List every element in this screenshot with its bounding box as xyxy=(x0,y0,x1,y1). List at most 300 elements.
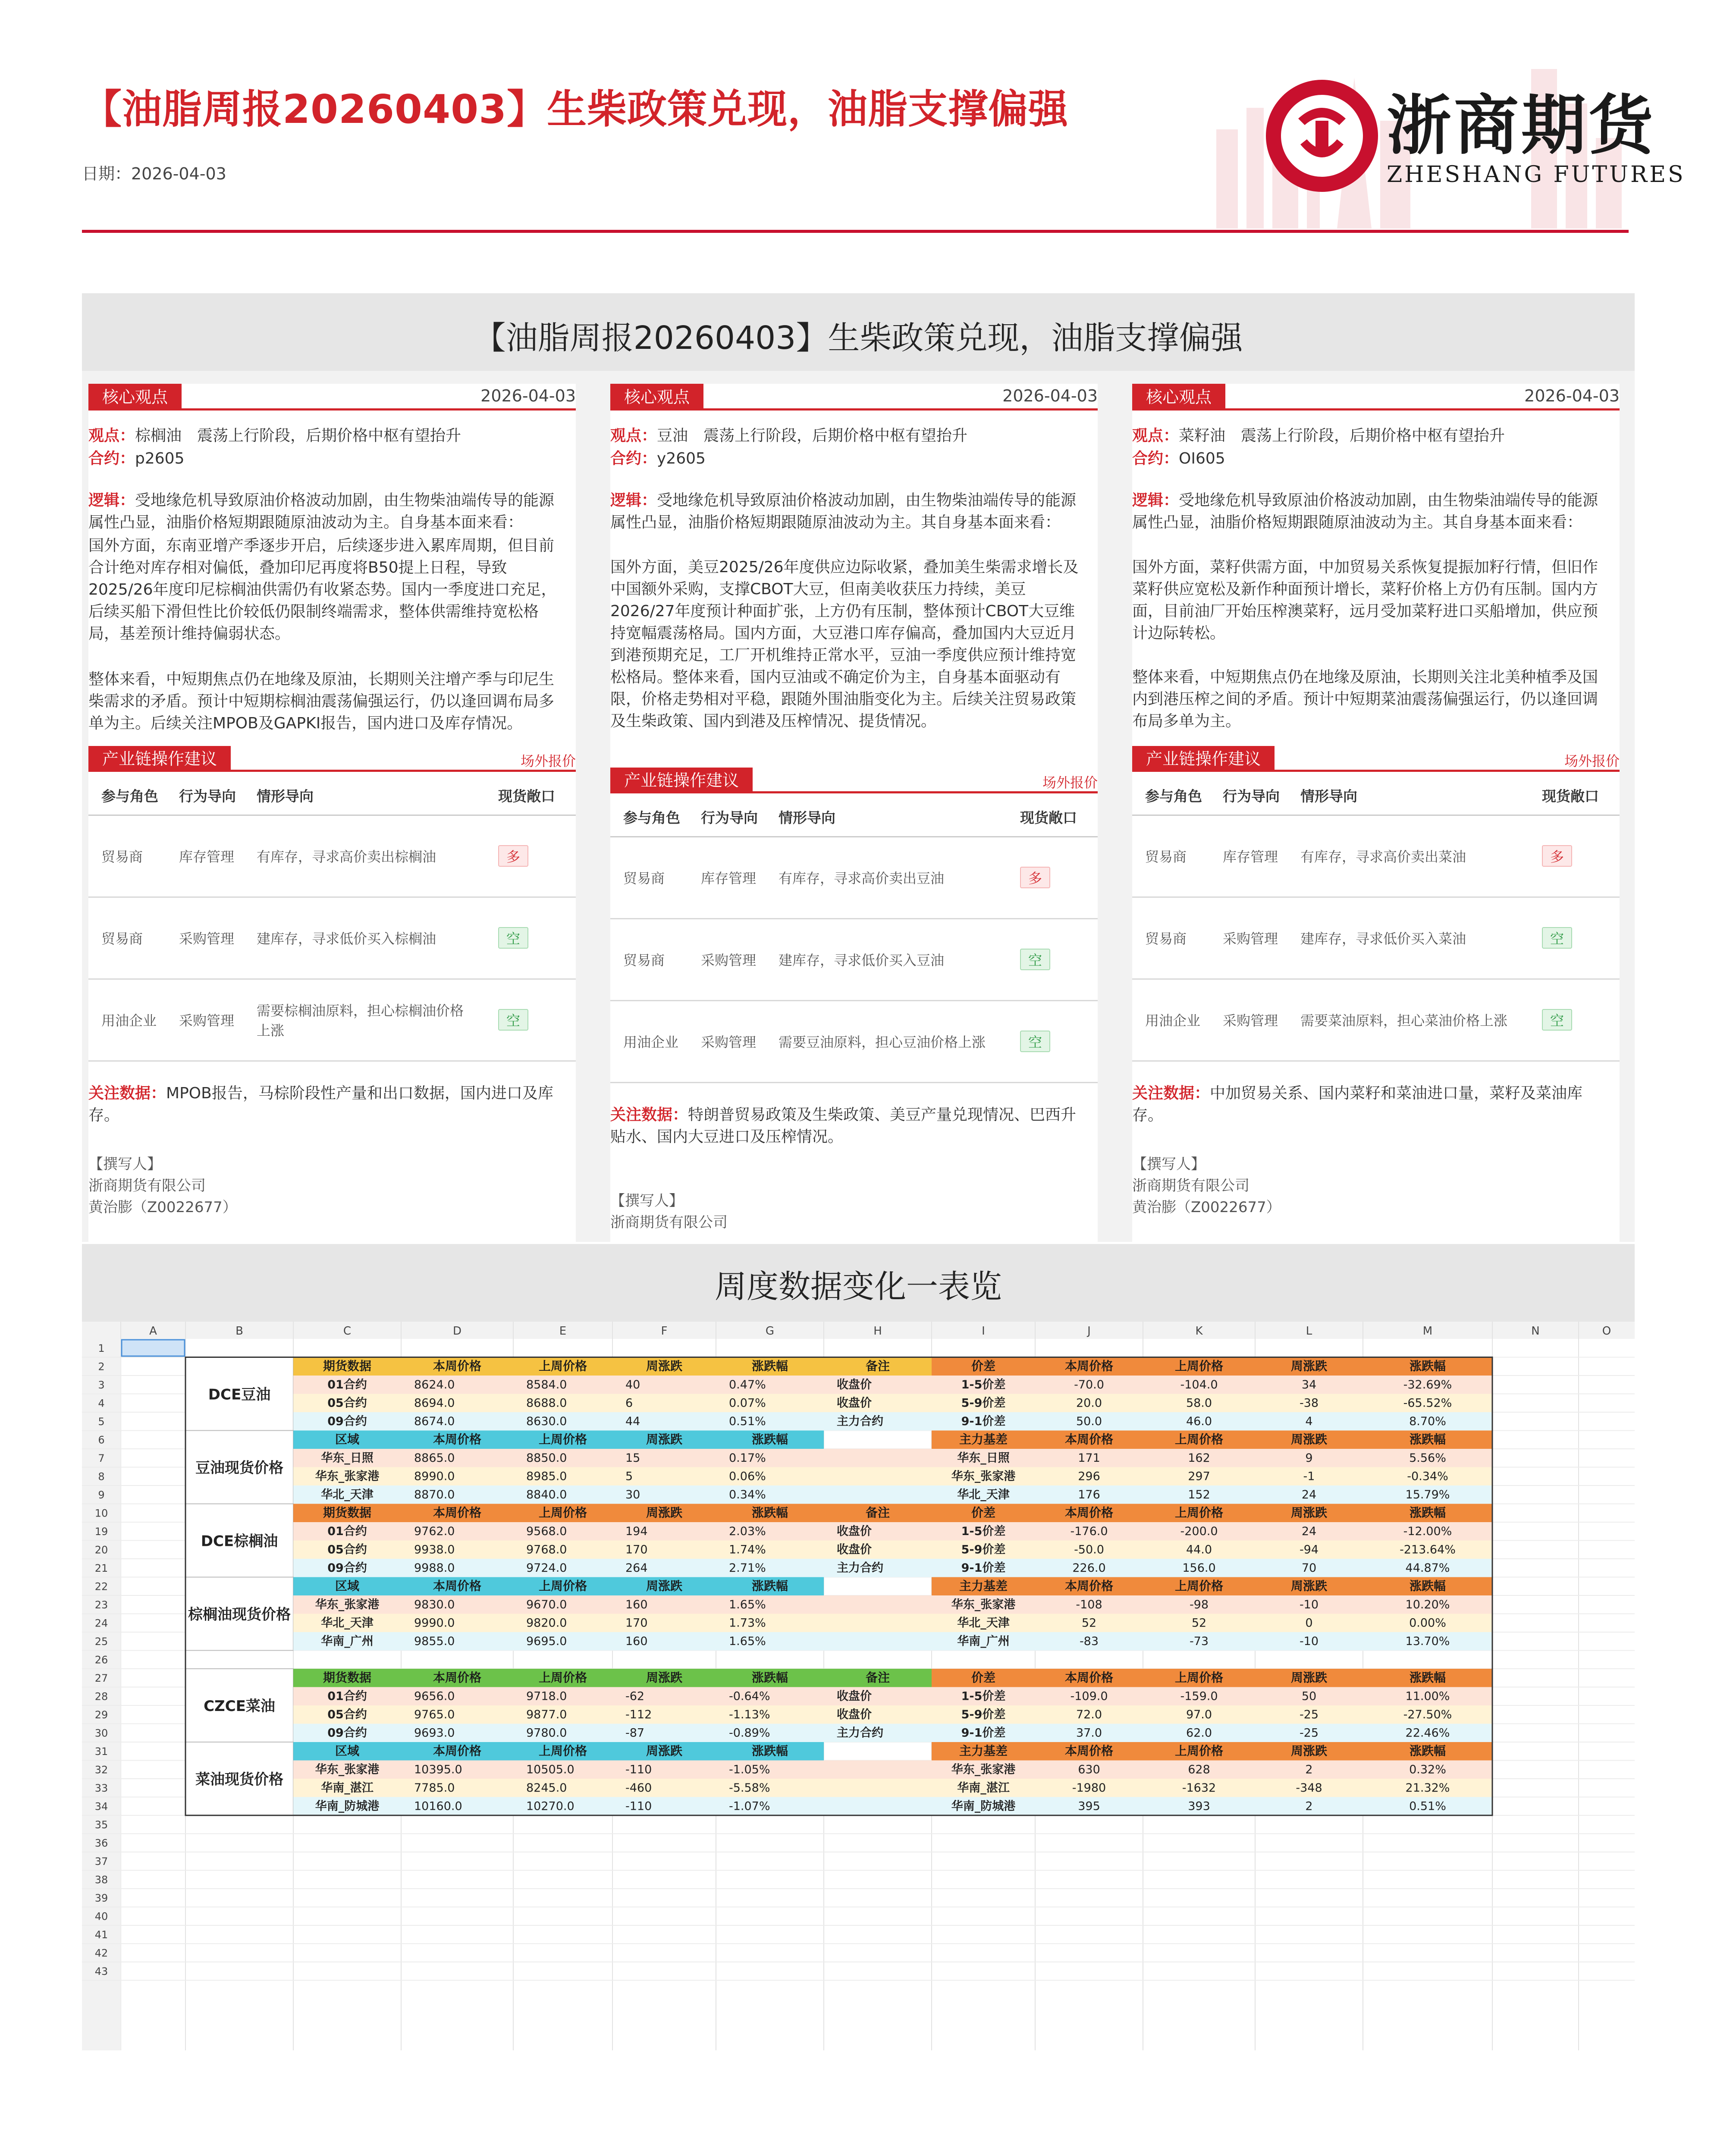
view-line xyxy=(610,425,1089,447)
sheet-cell: 630 xyxy=(1078,1763,1100,1777)
focus-para xyxy=(610,1104,1089,1148)
sheet-cell: 152 xyxy=(1188,1488,1210,1501)
otc-quote-link[interactable]: 场外报价 xyxy=(520,753,576,769)
sheet-cell: -27.50% xyxy=(1403,1708,1452,1721)
sheet-header-cell: 周涨跌 xyxy=(646,1359,683,1373)
column-letter: A xyxy=(149,1325,157,1338)
sheet-cell: -25 xyxy=(1299,1726,1319,1740)
sheet-cell: 2 xyxy=(1305,1763,1313,1777)
sheet-cell: 05合约 xyxy=(327,1708,367,1721)
sheet-cell: 05合约 xyxy=(327,1543,367,1557)
industry-bar xyxy=(610,768,1098,793)
sheet-cell: -65.52% xyxy=(1403,1396,1452,1410)
row-number: 42 xyxy=(94,1947,108,1959)
section-title: 【油脂周报20260403】生柴政策兑现，油脂支撑偏强 xyxy=(474,320,1243,357)
long-badge: 多 xyxy=(498,845,528,867)
sheet-cell: 8870.0 xyxy=(414,1488,455,1501)
sheet-header-cell: 涨跌幅 xyxy=(1409,1432,1446,1447)
sheet-title: 周度数据变化一表览 xyxy=(715,1268,1002,1305)
sheet-cell: 0.34% xyxy=(729,1488,766,1501)
table-header: 情形导向 xyxy=(766,798,1007,837)
card-rapeseed-oil xyxy=(1132,384,1620,1242)
column-letter: B xyxy=(235,1325,243,1338)
sheet-cell: 0.51% xyxy=(729,1415,766,1428)
sheet-cell: 72.0 xyxy=(1076,1708,1102,1721)
table-header-row xyxy=(610,798,1098,837)
table-row xyxy=(88,897,576,979)
block-header-left xyxy=(293,1504,932,1523)
sheet-header-cell: 主力基差 xyxy=(959,1579,1008,1593)
sheet-cell: 1-5价差 xyxy=(961,1689,1006,1703)
author-name: 黄治膨（Z0022677） xyxy=(88,1199,237,1216)
group-name: DCE棕榈油 xyxy=(201,1532,278,1550)
row-number: 10 xyxy=(94,1507,108,1520)
short-badge: 空 xyxy=(1542,927,1572,949)
long-badge: 多 xyxy=(1542,845,1572,867)
sheet-cell: 8985.0 xyxy=(526,1470,567,1483)
sheet-cell: -348 xyxy=(1296,1781,1322,1795)
scenario-cell: 需要豆油原料，担心豆油价格上涨 xyxy=(766,1000,1007,1082)
sheet-header-cell: 本周价格 xyxy=(433,1432,482,1447)
sheet-cell: 10160.0 xyxy=(414,1799,462,1813)
sheet-cell: 2 xyxy=(1305,1799,1313,1813)
body-para-1: 国外方面，菜籽供需方面，中加贸易关系恢复提振加籽行情，但旧作菜籽供应宽松及新作种面预计增长，菜籽价格上方仍有压制。国内方面，目前油厂开始压榨澳菜籽，远月受加菜籽进口买船增加，供应预计边际转松。 xyxy=(1132,558,1598,642)
row-number: 26 xyxy=(94,1654,108,1666)
sheet-cell: 8624.0 xyxy=(414,1378,455,1391)
sheet-cell: 9762.0 xyxy=(414,1525,455,1538)
sheet-header-cell: 价差 xyxy=(971,1359,996,1373)
sheet-cell: 0.07% xyxy=(729,1396,766,1410)
row-number: 36 xyxy=(94,1837,108,1849)
sheet-cell: 华东_张家港 xyxy=(951,1598,1016,1611)
action-cell: 采购管理 xyxy=(688,918,766,1000)
sheet-cell: 8694.0 xyxy=(414,1396,455,1410)
card-date: 2026-04-03 xyxy=(1524,386,1620,405)
role-cell: 贸易商 xyxy=(88,897,166,979)
sheet-cell: -0.34% xyxy=(1407,1470,1448,1483)
sheet-cell: 70 xyxy=(1301,1561,1317,1575)
table-header: 行为导向 xyxy=(688,798,766,837)
sheet-cell: 华东_张家港 xyxy=(315,1598,380,1611)
sheet-cell: 8674.0 xyxy=(414,1415,455,1428)
sheet-cell: 9693.0 xyxy=(414,1726,455,1740)
sheet-header-cell: 本周价格 xyxy=(433,1359,482,1373)
view-text: 豆油 震荡上行阶段，后期价格中枢有望抬升 xyxy=(657,427,968,445)
sheet-cell: 5-9价差 xyxy=(961,1543,1006,1557)
action-cell: 采购管理 xyxy=(1210,897,1287,979)
column-letter: D xyxy=(452,1325,462,1338)
logic-text: 受地缘危机导致原油价格波动加剧，由生物柴油端传导的能源属性凸显，油脂价格短期跟随原油波动为主。其自身基本面来看： xyxy=(610,492,1077,531)
sheet-cell: 收盘价 xyxy=(837,1708,872,1721)
sheet-header-cell: 涨跌幅 xyxy=(751,1744,788,1758)
row-number: 29 xyxy=(94,1709,108,1721)
data-row-bg xyxy=(293,1779,932,1797)
otc-quote-link[interactable]: 场外报价 xyxy=(1042,774,1098,791)
row-number: 40 xyxy=(94,1910,108,1923)
sheet-cell: -110 xyxy=(625,1763,652,1777)
focus-text: 中加贸易关系、国内菜籽和菜油进口量，菜籽及菜油库存。 xyxy=(1132,1084,1583,1124)
sheet-cell: 0.17% xyxy=(729,1451,766,1465)
sheet-cell: 21.32% xyxy=(1405,1781,1450,1795)
sheet-cell: -32.69% xyxy=(1403,1378,1452,1391)
sheet-cell: 主力合约 xyxy=(837,1561,883,1575)
logic-para xyxy=(1132,489,1611,533)
sheet-cell: -25 xyxy=(1299,1708,1319,1721)
sheet-header-cell: 本周价格 xyxy=(433,1579,482,1593)
sheet-header-cell: 涨跌幅 xyxy=(751,1432,788,1447)
sheet-cell: -94 xyxy=(1299,1543,1319,1557)
row-number: 27 xyxy=(94,1672,108,1684)
sheet-cell: 主力合约 xyxy=(837,1415,883,1428)
sheet-cell: 华东_日照 xyxy=(321,1451,374,1465)
logic-label: 逻辑： xyxy=(610,492,657,509)
sheet-header-cell: 周涨跌 xyxy=(1290,1579,1328,1593)
focus-label: 关注数据： xyxy=(1132,1084,1210,1102)
row-number: 25 xyxy=(94,1636,108,1648)
card-date: 2026-04-03 xyxy=(1002,386,1098,405)
focus-text: MPOB报告，马棕阶段性产量和出口数据，国内进口及库存。 xyxy=(88,1084,553,1124)
sheet-header-cell: 周涨跌 xyxy=(646,1505,683,1520)
logic-text: 受地缘危机导致原油价格波动加剧，由生物柴油端传导的能源属性凸显，油脂价格短期跟随原油波动为主。其自身基本面来看： xyxy=(1132,492,1598,531)
core-view-tag: 核心观点 xyxy=(88,384,182,411)
sheet-cell: 44.87% xyxy=(1405,1561,1450,1575)
contract-text: OI605 xyxy=(1179,450,1225,467)
sheet-cell: 华南_广州 xyxy=(321,1635,374,1648)
data-row-bg xyxy=(293,1705,932,1724)
sheet-cell: 296 xyxy=(1078,1470,1100,1483)
sheet-cell: 7785.0 xyxy=(414,1781,455,1795)
sheet-cell: 10270.0 xyxy=(526,1799,575,1813)
sheet-cell: 24 xyxy=(1301,1488,1317,1501)
table-header: 现货敞口 xyxy=(1529,776,1620,815)
sheet-cell: 37.0 xyxy=(1076,1726,1102,1740)
sheet-cell: 2.03% xyxy=(729,1525,766,1538)
sheet-cell: 华北_天津 xyxy=(957,1488,1010,1501)
sheet-cell: -159.0 xyxy=(1180,1689,1218,1703)
otc-quote-link[interactable]: 场外报价 xyxy=(1564,753,1620,769)
selected-cell xyxy=(122,1340,185,1356)
role-cell: 用油企业 xyxy=(610,1000,688,1082)
column-letter: L xyxy=(1306,1325,1312,1338)
zheshang-logo-icon xyxy=(1264,71,1380,201)
view-label: 观点： xyxy=(1132,427,1179,445)
row-number: 4 xyxy=(98,1397,105,1410)
sheet-header-cell: 本周价格 xyxy=(1064,1670,1114,1685)
role-cell: 用油企业 xyxy=(1132,979,1210,1061)
sheet-cell: 52 xyxy=(1191,1616,1207,1630)
sheet-cell: -108 xyxy=(1076,1598,1102,1611)
sheet-header-cell: 上周价格 xyxy=(538,1432,587,1447)
action-cell: 采购管理 xyxy=(1210,979,1287,1061)
short-badge: 空 xyxy=(1542,1009,1572,1031)
sheet-header-cell: 上周价格 xyxy=(538,1579,587,1593)
sheet-cell: 1-5价差 xyxy=(961,1378,1006,1391)
sheet-cell: 5-9价差 xyxy=(961,1396,1006,1410)
table-row xyxy=(610,1000,1098,1082)
contract-label: 合约： xyxy=(1132,450,1179,467)
row-number: 39 xyxy=(94,1892,108,1904)
core-view-tag: 核心观点 xyxy=(610,384,703,411)
table-row xyxy=(610,918,1098,1000)
sheet-cell: -38 xyxy=(1299,1396,1319,1410)
sheet-header-cell: 周涨跌 xyxy=(1290,1744,1328,1758)
sheet-cell: -87 xyxy=(625,1726,645,1740)
sheet-header-cell: 上周价格 xyxy=(1174,1505,1224,1520)
sheet-cell: -73 xyxy=(1189,1635,1209,1648)
sheet-cell: 0.00% xyxy=(1409,1616,1446,1630)
sheet-cell: -176.0 xyxy=(1070,1525,1108,1538)
report-date: 日期：2026-04-03 xyxy=(82,164,226,183)
sheet-cell: 8584.0 xyxy=(526,1378,567,1391)
data-row-bg xyxy=(293,1724,932,1742)
row-number: 41 xyxy=(94,1929,108,1941)
sheet-header-cell: 期货数据 xyxy=(323,1505,372,1520)
sheet-header-cell: 涨跌幅 xyxy=(1409,1670,1446,1685)
action-cell: 采购管理 xyxy=(166,897,244,979)
scenario-cell: 需要菜油原料，担心菜油价格上涨 xyxy=(1287,979,1529,1061)
sheet-cell: 2.71% xyxy=(729,1561,766,1575)
sheet-cell: 8990.0 xyxy=(414,1470,455,1483)
sheet-cell: 194 xyxy=(625,1525,648,1538)
sheet-cell: 华南_湛江 xyxy=(957,1781,1010,1795)
sheet-header-cell: 周涨跌 xyxy=(646,1670,683,1685)
industry-tag: 产业链操作建议 xyxy=(1132,746,1275,772)
role-cell: 贸易商 xyxy=(610,918,688,1000)
view-text: 菜籽油 震荡上行阶段，后期价格中枢有望抬升 xyxy=(1179,427,1505,445)
sheet-cell: 226.0 xyxy=(1072,1561,1106,1575)
column-letter: N xyxy=(1531,1325,1540,1338)
sheet-header-cell: 周涨跌 xyxy=(646,1744,683,1758)
data-row-bg xyxy=(293,1632,932,1651)
logic-para xyxy=(610,489,1089,533)
sheet-cell: 9670.0 xyxy=(526,1598,567,1611)
data-row-bg xyxy=(293,1522,932,1541)
sheet-cell: 264 xyxy=(625,1561,648,1575)
sheet-header-cell: 涨跌幅 xyxy=(1409,1505,1446,1520)
table-header: 行为导向 xyxy=(166,776,244,815)
table-header-row xyxy=(88,776,576,815)
sheet-cell: 9988.0 xyxy=(414,1561,455,1575)
sheet-cell: 50.0 xyxy=(1076,1415,1102,1428)
table-row xyxy=(1132,979,1620,1061)
role-cell: 用油企业 xyxy=(88,979,166,1061)
short-badge: 空 xyxy=(1020,949,1050,970)
row-number: 7 xyxy=(98,1452,105,1464)
row-number: 2 xyxy=(98,1360,105,1373)
sheet-cell: 收盘价 xyxy=(837,1525,872,1538)
sheet-header-cell: 上周价格 xyxy=(538,1744,587,1758)
sheet-cell: 5-9价差 xyxy=(961,1708,1006,1721)
column-letter: O xyxy=(1602,1325,1611,1338)
role-cell: 贸易商 xyxy=(88,815,166,897)
scenario-cell: 有库存，寻求高价卖出豆油 xyxy=(766,837,1007,918)
contract-label: 合约： xyxy=(88,450,135,467)
data-row-bg xyxy=(932,1797,1492,1816)
sheet-cell: -10 xyxy=(1299,1635,1319,1648)
action-cell: 库存管理 xyxy=(1210,815,1287,897)
sheet-cell: 15.79% xyxy=(1405,1488,1450,1501)
sheet-cell: -0.89% xyxy=(729,1726,770,1740)
sheet-cell: 4 xyxy=(1305,1415,1313,1428)
sheet-header-cell: 涨跌幅 xyxy=(1409,1579,1446,1593)
focus-text: 特朗普贸易政策及生柴政策、美豆产量兑现情况、巴西升贴水、国内大豆进口及压榨情况。 xyxy=(610,1106,1077,1146)
sheet-cell: 05合约 xyxy=(327,1396,367,1410)
sheet-cell: 1.74% xyxy=(729,1543,766,1557)
sheet-cell: -1632 xyxy=(1182,1781,1216,1795)
focus-label: 关注数据： xyxy=(610,1106,688,1124)
author-company: 浙商期货有限公司 xyxy=(88,1177,206,1194)
sheet-cell: 9765.0 xyxy=(414,1708,455,1721)
author-name: 黄治膨（Z0022677） xyxy=(1132,1199,1281,1216)
sheet-cell: -112 xyxy=(625,1708,652,1721)
sheet-cell: 5.56% xyxy=(1409,1451,1446,1465)
long-badge: 多 xyxy=(1020,867,1050,888)
data-row-bg xyxy=(293,1376,932,1394)
sheet-cell: 9718.0 xyxy=(526,1689,567,1703)
sheet-cell: 9820.0 xyxy=(526,1616,567,1630)
group-name: DCE豆油 xyxy=(208,1386,271,1404)
focus-para xyxy=(1132,1082,1611,1126)
sheet-cell: 09合约 xyxy=(327,1726,367,1740)
sheet-header-cell: 周涨跌 xyxy=(646,1432,683,1447)
sheet-cell: 15 xyxy=(625,1451,640,1465)
data-row-bg xyxy=(293,1559,932,1577)
table-header-row xyxy=(1132,776,1620,815)
row-number: 31 xyxy=(94,1745,108,1758)
action-cell: 采购管理 xyxy=(688,1000,766,1082)
column-letter: J xyxy=(1087,1325,1091,1338)
sheet-cell: 09合约 xyxy=(327,1415,367,1428)
sheet-cell: 1.73% xyxy=(729,1616,766,1630)
sheet-cell: 8865.0 xyxy=(414,1451,455,1465)
sheet-cell: -83 xyxy=(1079,1635,1099,1648)
data-row-bg xyxy=(293,1449,932,1467)
sheet-cell: 主力合约 xyxy=(837,1726,883,1740)
sheet-cell: 40 xyxy=(625,1378,640,1391)
sheet-cell: 58.0 xyxy=(1186,1396,1212,1410)
sheet-cell: 9990.0 xyxy=(414,1616,455,1630)
sheet-header-cell: 备注 xyxy=(865,1505,890,1520)
sheet-cell: 9724.0 xyxy=(526,1561,567,1575)
row-number: 32 xyxy=(94,1764,108,1776)
data-row-bg xyxy=(293,1687,932,1706)
sheet-cell: 华南_湛江 xyxy=(321,1781,374,1795)
scenario-cell: 有库存，寻求高价卖出棕榈油 xyxy=(244,815,485,897)
sheet-cell: 393 xyxy=(1188,1799,1210,1813)
short-badge: 空 xyxy=(1020,1031,1050,1052)
sheet-cell: -12.00% xyxy=(1403,1525,1452,1538)
sheet-header-cell: 涨跌幅 xyxy=(1409,1359,1446,1373)
view-label: 观点： xyxy=(610,427,657,445)
sheet-cell: 华北_天津 xyxy=(321,1488,374,1501)
contract-label: 合约： xyxy=(610,450,657,467)
sheet-header-cell: 上周价格 xyxy=(1174,1359,1224,1373)
logo-text-en: ZHESHANG FUTURES xyxy=(1387,162,1686,188)
sheet-cell: -50.0 xyxy=(1074,1543,1104,1557)
sheet-cell: 8630.0 xyxy=(526,1415,567,1428)
sheet-cell: 628 xyxy=(1188,1763,1210,1777)
sheet-cell: 华东_张家港 xyxy=(951,1763,1016,1777)
group-name: 棕榈油现货价格 xyxy=(188,1606,291,1623)
group-name: 豆油现货价格 xyxy=(195,1459,283,1477)
column-letter: H xyxy=(873,1325,882,1338)
row-number: 19 xyxy=(94,1526,108,1538)
sheet-cell: 10.20% xyxy=(1405,1598,1450,1611)
sheet-cell: 9-1价差 xyxy=(961,1415,1006,1428)
sheet-cell: 8245.0 xyxy=(526,1781,567,1795)
sheet-cell: 20.0 xyxy=(1076,1396,1102,1410)
row-number: 20 xyxy=(94,1544,108,1556)
sheet-cell: 0.06% xyxy=(729,1470,766,1483)
sheet-cell: -5.58% xyxy=(729,1781,770,1795)
sheet-cell: 10395.0 xyxy=(414,1763,462,1777)
sheet-cell: 170 xyxy=(625,1543,648,1557)
card-date: 2026-04-03 xyxy=(480,386,576,405)
logo-text-cn: 浙商期货 xyxy=(1387,88,1656,163)
table-row xyxy=(610,837,1098,918)
sheet-cell: 华东_日照 xyxy=(957,1451,1010,1465)
sheet-cell: -70.0 xyxy=(1074,1378,1104,1391)
sheet-cell: -1.05% xyxy=(729,1763,770,1777)
row-number: 3 xyxy=(98,1379,105,1391)
sheet-header-cell: 期货数据 xyxy=(323,1359,372,1373)
sheet-header-cell: 上周价格 xyxy=(538,1670,587,1685)
action-cell: 库存管理 xyxy=(166,815,244,897)
sheet-header-cell: 周涨跌 xyxy=(1290,1505,1328,1520)
sheet-cell: 01合约 xyxy=(327,1378,367,1391)
sheet-cell: 0 xyxy=(1305,1616,1313,1630)
sheet-header-cell: 区域 xyxy=(335,1744,360,1758)
sheet-cell: 22.46% xyxy=(1405,1726,1450,1740)
sheet-cell: 9656.0 xyxy=(414,1689,455,1703)
sheet-cell: 8688.0 xyxy=(526,1396,567,1410)
industry-bar xyxy=(88,746,576,772)
sheet-header-cell: 主力基差 xyxy=(959,1432,1008,1447)
sheet-cell: -110 xyxy=(625,1799,652,1813)
data-row-bg xyxy=(293,1541,932,1559)
sheet-cell: -10 xyxy=(1299,1598,1319,1611)
sheet-cell: 5 xyxy=(625,1470,633,1483)
author-label: 【撰写人】 xyxy=(88,1156,162,1173)
sheet-cell: 176 xyxy=(1078,1488,1100,1501)
sheet-cell: -62 xyxy=(625,1689,645,1703)
sheet-cell: 50 xyxy=(1301,1689,1317,1703)
industry-bar xyxy=(1132,746,1620,772)
data-row-bg xyxy=(293,1467,932,1486)
sheet-cell: 华东_张家港 xyxy=(315,1470,380,1483)
author-company: 浙商期货有限公司 xyxy=(610,1214,728,1231)
sheet-cell: 297 xyxy=(1188,1470,1210,1483)
table-row xyxy=(1132,897,1620,979)
sheet-cell: -98 xyxy=(1189,1598,1209,1611)
sheet-cell: 160 xyxy=(625,1598,648,1611)
row-number: 8 xyxy=(98,1470,105,1483)
sheet-header-cell: 周涨跌 xyxy=(1290,1359,1328,1373)
sheet-cell: 华北_天津 xyxy=(957,1616,1010,1630)
body-para-1: 国外方面，东南亚增产季逐步开启，后续逐步进入累库周期，但目前合计绝对库存相对偏低，叠加印尼再度将B50提上日程，导致2025/26年度印尼棕榈油供需仍有收紧态势。国内一季度进口充足，后续买船下滑但性比价较低仍限制终端需求，整体供需维持宽松格局，基差预计维持偏弱状态。 xyxy=(88,537,557,642)
table-row xyxy=(1132,815,1620,897)
sheet-header-cell: 本周价格 xyxy=(433,1744,482,1758)
data-row-bg xyxy=(932,1761,1492,1779)
contract-line xyxy=(610,448,1089,470)
row-number: 28 xyxy=(94,1690,108,1703)
sheet-cell: 160 xyxy=(625,1635,648,1648)
row-number: 24 xyxy=(94,1617,108,1630)
sheet-cell: -1 xyxy=(1303,1470,1315,1483)
row-number: 23 xyxy=(94,1599,108,1611)
sheet-cell: -1.13% xyxy=(729,1708,770,1721)
sheet-cell: 01合约 xyxy=(327,1525,367,1538)
